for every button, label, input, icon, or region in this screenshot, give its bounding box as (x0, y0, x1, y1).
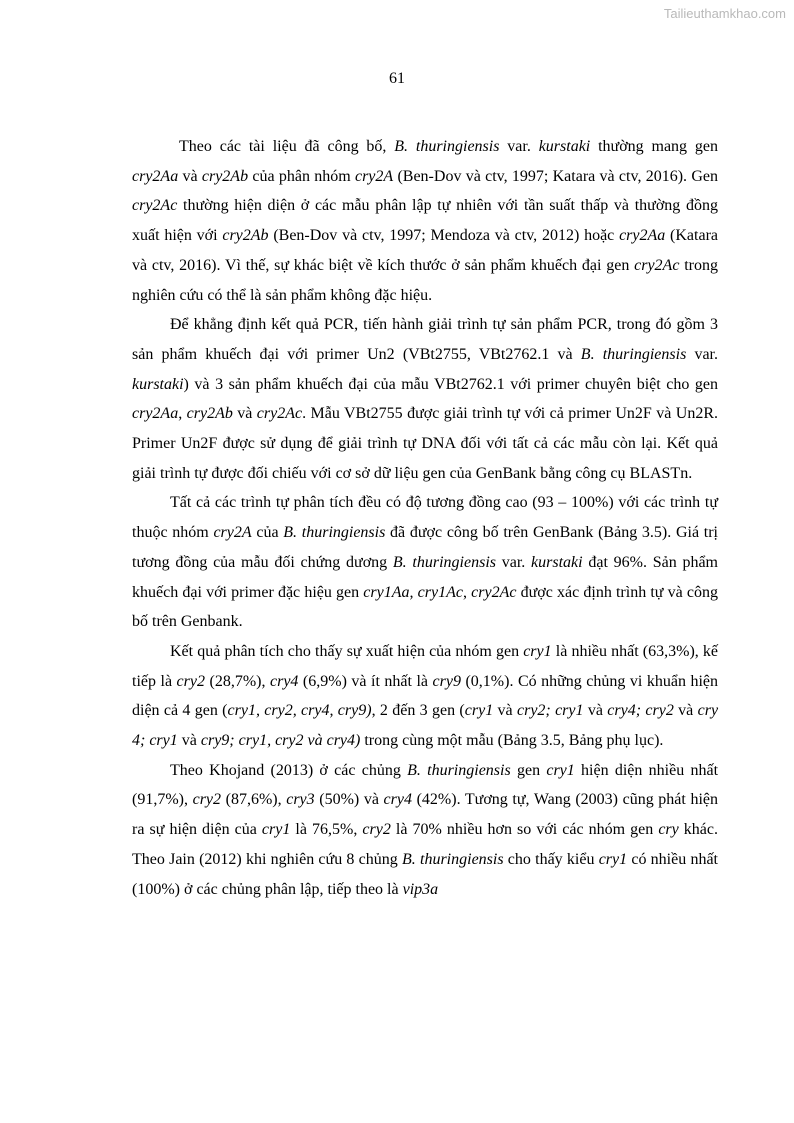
italic-run: kurstaki (531, 553, 583, 571)
page-number: 61 (389, 70, 405, 87)
text-run: đạt 96%. Sản phẩm khuếch đại với primer đặc hiệu gen (132, 553, 719, 601)
italic-run: B. thuringiensis (402, 850, 504, 868)
text-run: trong nghiên cứu có thể là sản phẩm không đặc hiệu. (132, 256, 718, 304)
paragraph (132, 756, 718, 905)
text-run: , (178, 405, 187, 423)
text-run: Để khẳng định kết quả PCR, tiến hành giải trình tự sản phẩm PCR, trong đó gồm 3 sản phẩm khuếch đại với primer Un2 (VBt2755, VBt2762.1 và (132, 316, 718, 363)
italic-run: cry2A (354, 167, 394, 185)
text-run: ) và 3 sản phẩm khuếch đại của mẫu VBt2762.1 với primer chuyên biệt cho gen (183, 375, 718, 393)
italic-run: B. thuringiensis (580, 345, 687, 363)
italic-run: B. thuringiensis (283, 524, 386, 542)
italic-run: cry2Ac (471, 583, 517, 601)
text-run: của (251, 524, 284, 542)
italic-run: cry4 (383, 791, 412, 809)
italic-run: vip3a (402, 880, 439, 898)
text-run: (Ben-Dov và ctv, 1997; Mendoza và ctv, 2012) hoặc (268, 227, 620, 245)
text-run: và (177, 732, 201, 750)
italic-run: B. thuringiensis (407, 761, 511, 779)
italic-run: kurstaki (538, 138, 591, 155)
text-run: khác. Theo Jain (2012) khi nghiên cứu 8 chủng (132, 821, 719, 868)
italic-run: cry2Aa (132, 405, 179, 423)
text-run: và (232, 405, 257, 423)
italic-run: cry2 (176, 672, 205, 690)
text-run: thường mang gen (590, 138, 718, 155)
paragraph (132, 637, 718, 756)
text-run: (42%). Tương tự, Wang (2003) cũng phát hiện ra sự hiện diện của (132, 791, 718, 839)
text-run: var. (686, 345, 719, 363)
italic-run: cry2Aa (132, 167, 179, 185)
text-run: (6,9%) và ít nhất là (298, 672, 433, 690)
italic-run: cry4 (269, 672, 299, 690)
text-run: hiện diện nhiều nhất (91,7%), (132, 761, 719, 809)
italic-run: cry1 (464, 702, 494, 720)
text-run: có nhiều nhất (100%) ở các chủng phân lập, tiếp theo là (132, 850, 719, 898)
text-run: (50%) và (314, 791, 384, 809)
paragraph (132, 132, 718, 310)
text-run: và (493, 702, 517, 720)
italic-run: cry1 (598, 850, 628, 868)
italic-run: cry2 (192, 791, 222, 809)
italic-run: cry2Ac (256, 405, 303, 423)
text-run: (28,7%), (204, 672, 270, 690)
italic-run: cry2 (362, 821, 391, 839)
text-run: var. (496, 553, 532, 571)
watermark: Tailieuthamkhao.com (663, 6, 786, 21)
text-run: và (583, 702, 608, 720)
text-run: đã được công bố trên GenBank (Bảng 3.5). Giá trị tương đồng của mẫu đối chứng dương (132, 524, 719, 571)
text-run: cho thấy kiểu (503, 850, 599, 868)
italic-run: cry2Aa (619, 227, 666, 245)
text-run: và (673, 702, 698, 720)
text-run: Tất cả các trình tự phân tích đều có độ tương đồng cao (93 – 100%) với các trình tự thuộc nhóm (132, 494, 718, 542)
text-run: Theo các tài liệu đã công bố, (179, 138, 395, 155)
italic-run: cry2Ab (201, 167, 249, 185)
text-run: thường hiện diện ở các mẫu phân lập tự nhiên với tần suất thấp và thường đồng xuất hiện với (132, 197, 718, 245)
text-run: của phân nhóm (248, 167, 355, 185)
italic-run: cry 4; cry1 (132, 702, 719, 750)
text-run: . Mẫu VBt2755 được giải trình tự với cả primer Un2F và Un2R. Primer Un2F được sử dụng để giải trình tự DNA đối với tất cả các mẫu còn lại. Kết quả giải trình tự được đối chiếu với cơ sở dữ liệu gen của GenBank bằng công cụ BLASTn. (132, 405, 719, 482)
italic-run: B. thuringiensis (394, 138, 500, 155)
italic-run: kurstaki (132, 375, 184, 393)
italic-run: cry2Ac (132, 197, 178, 215)
text-run: là 76,5%, (290, 821, 363, 839)
text-run: Kết quả phân tích cho thấy sự xuất hiện của nhóm gen (170, 642, 524, 660)
text-run: trong cùng một mẫu (Bảng 3.5, Bảng phụ lục). (360, 732, 664, 750)
text-run: (Ben-Dov và ctv, 1997; Katara và ctv, 2016). Gen (393, 167, 718, 185)
text-run: là 70% nhiều hơn so với các nhóm gen (390, 821, 659, 839)
italic-run: cry2Ac (634, 256, 680, 274)
document-body (132, 132, 718, 904)
text-run: (87,6%), (221, 791, 287, 809)
italic-run: cry1 (546, 761, 575, 779)
text-run: (0,1%). Có những chủng vi khuẩn hiện diện cả 4 gen ( (132, 672, 718, 720)
text-run: được xác định trình tự và công bố trên Genbank. (132, 583, 719, 631)
paragraph (132, 488, 718, 637)
text-run: var. (499, 138, 539, 155)
italic-run: B. thuringiensis (392, 553, 496, 571)
text-run: , 2 đến 3 gen ( (371, 702, 465, 720)
italic-run: cry (658, 821, 679, 839)
italic-run: cry3 (286, 791, 315, 809)
italic-run: cry9; cry1, cry2 và cry4) (200, 732, 361, 750)
italic-run: cry1, cry2, cry4, cry9) (227, 702, 372, 720)
italic-run: cry2A (213, 524, 252, 542)
italic-run: cry4; cry2 (607, 702, 674, 720)
text-run: là nhiều nhất (63,3%), kế tiếp là (132, 642, 718, 690)
italic-run: cry2Ab (222, 227, 269, 245)
italic-run: cry2Ab (186, 405, 233, 423)
italic-run: cry9 (432, 672, 461, 690)
text-run: và (178, 167, 202, 185)
text-run: gen (510, 761, 547, 779)
text-run: Theo Khojand (2013) ở các chủng (170, 761, 408, 779)
text-run: (Katara và ctv, 2016). Vì thế, sự khác biệt về kích thước ở sản phẩm khuếch đại gen (132, 227, 719, 274)
italic-run: cry1 (261, 821, 291, 839)
paragraph (132, 310, 718, 488)
italic-run: cry1Aa, cry1Ac (363, 583, 463, 601)
text-run: , (462, 583, 472, 601)
italic-run: cry2; cry1 (516, 702, 584, 720)
italic-run: cry1 (523, 642, 552, 660)
